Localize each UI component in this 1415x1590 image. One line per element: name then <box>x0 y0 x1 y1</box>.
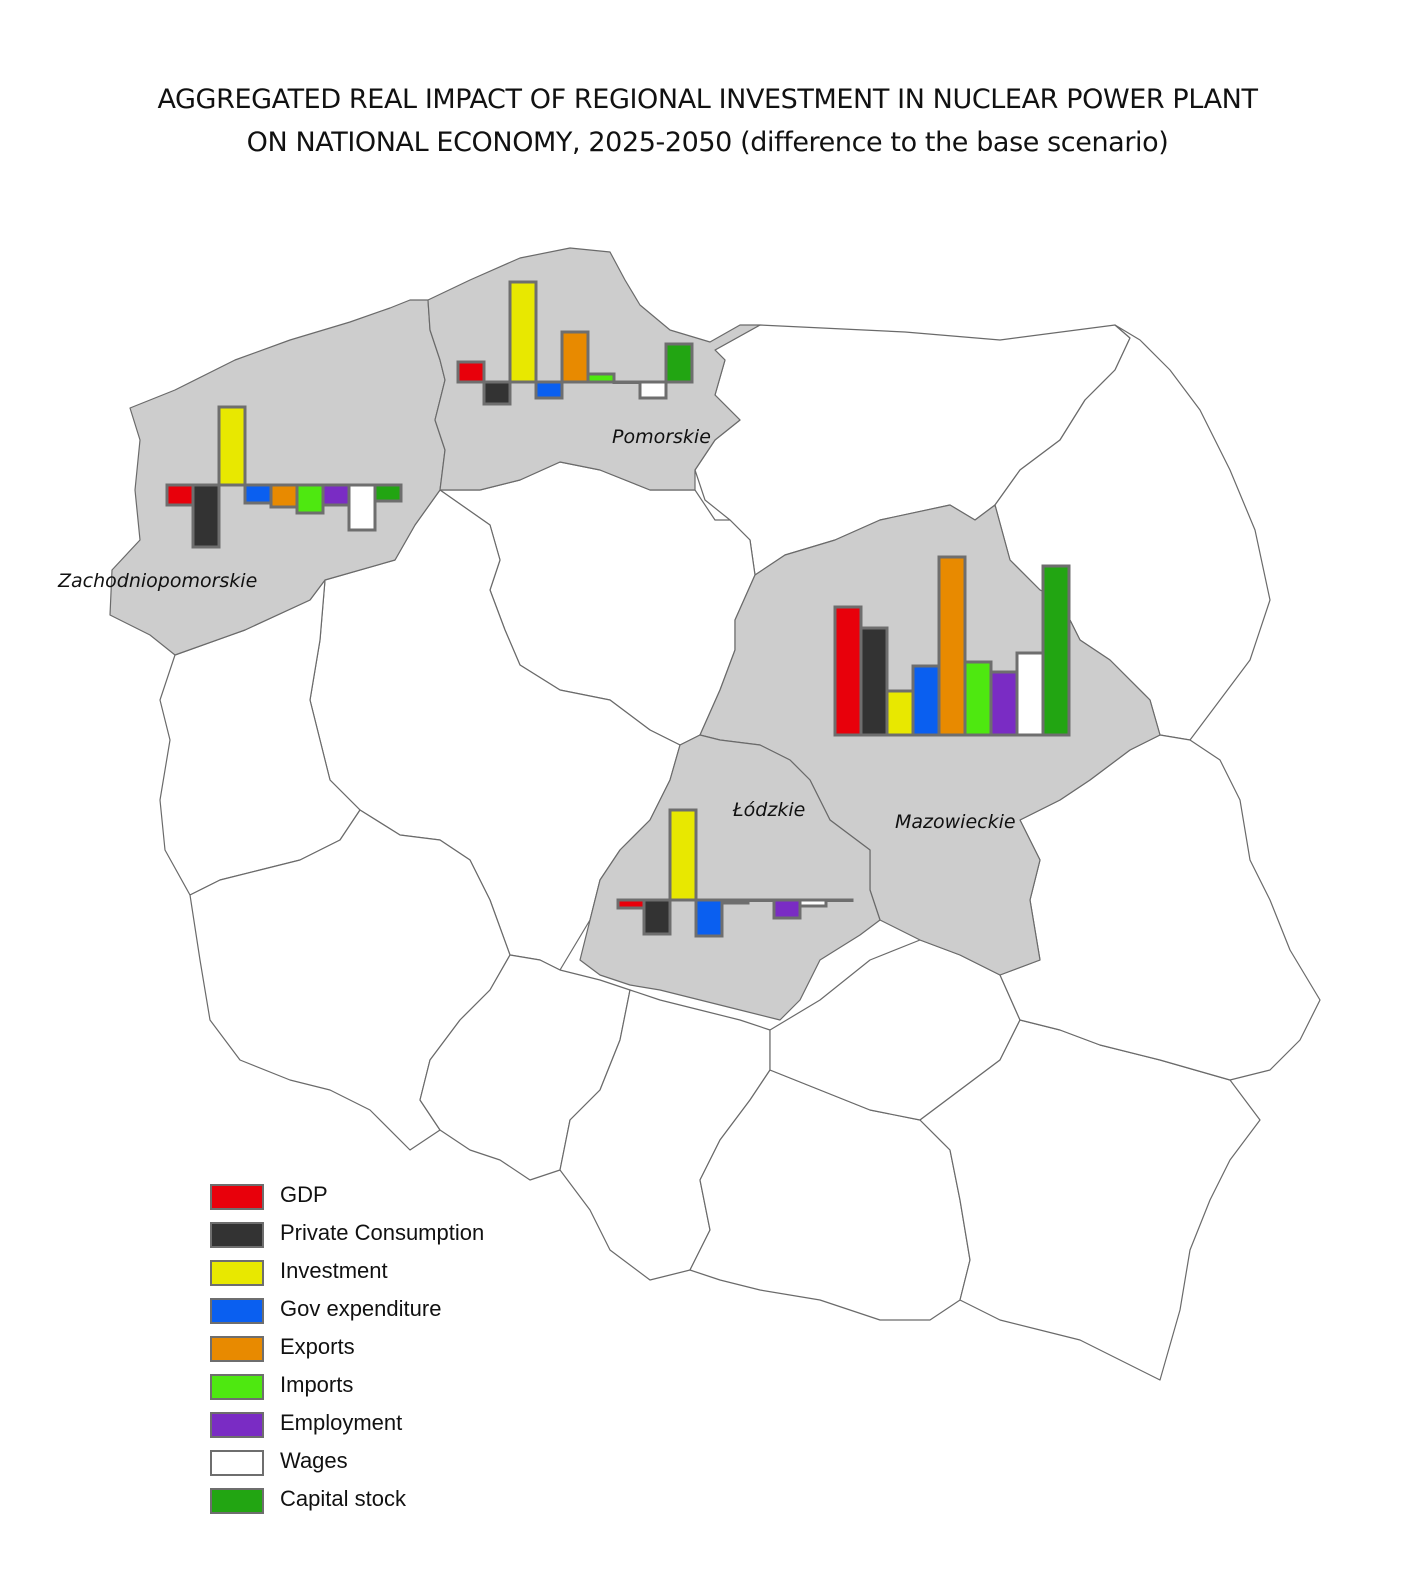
bar-exports <box>939 557 965 735</box>
legend-label: Wages <box>280 1448 348 1473</box>
legend-item <box>210 1298 610 1330</box>
map-title-line-2: ON NATIONAL ECONOMY, 2025-2050 (difference to the base scenario) <box>246 127 1169 158</box>
bar-imports <box>297 485 323 513</box>
legend-label: Capital stock <box>280 1486 406 1511</box>
legend-item <box>210 1260 610 1292</box>
bar-capital-stock <box>375 485 401 501</box>
map-title-line-1: AGGREGATED REAL IMPACT OF REGIONAL INVESTMENT IN NUCLEAR POWER PLANT <box>157 84 1258 115</box>
legend-item <box>210 1412 610 1444</box>
legend-label: Employment <box>280 1410 403 1435</box>
legend-label: Imports <box>280 1372 354 1397</box>
bar-gdp <box>835 607 861 735</box>
legend-swatch <box>210 1222 264 1248</box>
legend-label: Gov expenditure <box>280 1296 442 1321</box>
bar-gov-expenditure <box>245 485 271 503</box>
bar-capital-stock <box>666 344 692 382</box>
legend-item <box>210 1222 610 1254</box>
legend-item <box>210 1184 610 1216</box>
bar-gdp <box>458 362 484 382</box>
legend-swatch <box>210 1336 264 1362</box>
legend-label: Investment <box>280 1258 388 1283</box>
bar-private-consumption <box>484 382 510 404</box>
bar-investment <box>510 282 536 382</box>
bar-private-consumption <box>644 900 670 934</box>
bar-wages <box>640 382 666 398</box>
legend-swatch <box>210 1374 264 1400</box>
bar-investment <box>670 810 696 900</box>
bar-exports <box>271 485 297 507</box>
legend-item <box>210 1450 610 1482</box>
bar-private-consumption <box>193 485 219 547</box>
bar-private-consumption <box>861 628 887 735</box>
bar-employment <box>323 485 349 505</box>
legend-item <box>210 1374 610 1406</box>
bar-employment <box>774 900 800 918</box>
region-label-mazowieckie: Mazowieckie <box>895 811 1016 833</box>
legend-swatch <box>210 1412 264 1438</box>
legend-swatch <box>210 1260 264 1286</box>
bar-investment <box>887 691 913 735</box>
bar-gdp <box>167 485 193 505</box>
region-label-lodzkie: Łódzkie <box>733 799 806 821</box>
bar-employment <box>991 672 1017 735</box>
bar-gov-expenditure <box>696 900 722 936</box>
legend-label: GDP <box>280 1182 328 1207</box>
region-label-zachodniopomorskie: Zachodniopomorskie <box>58 570 258 592</box>
bar-investment <box>219 407 245 485</box>
legend-swatch <box>210 1488 264 1514</box>
bar-exports <box>562 332 588 382</box>
legend-label: Private Consumption <box>280 1220 485 1245</box>
legend-label: Exports <box>280 1334 355 1359</box>
map-title <box>0 78 1415 164</box>
bar-wages <box>349 485 375 530</box>
legend-item <box>210 1488 610 1520</box>
legend-item <box>210 1336 610 1368</box>
legend-swatch <box>210 1450 264 1476</box>
bar-wages <box>1017 653 1043 735</box>
bar-imports <box>965 662 991 735</box>
bar-capital-stock <box>1043 566 1069 735</box>
bar-gov-expenditure <box>536 382 562 398</box>
bar-gov-expenditure <box>913 666 939 735</box>
legend-swatch <box>210 1298 264 1324</box>
legend-swatch <box>210 1184 264 1210</box>
region-label-pomorskie: Pomorskie <box>612 426 711 448</box>
